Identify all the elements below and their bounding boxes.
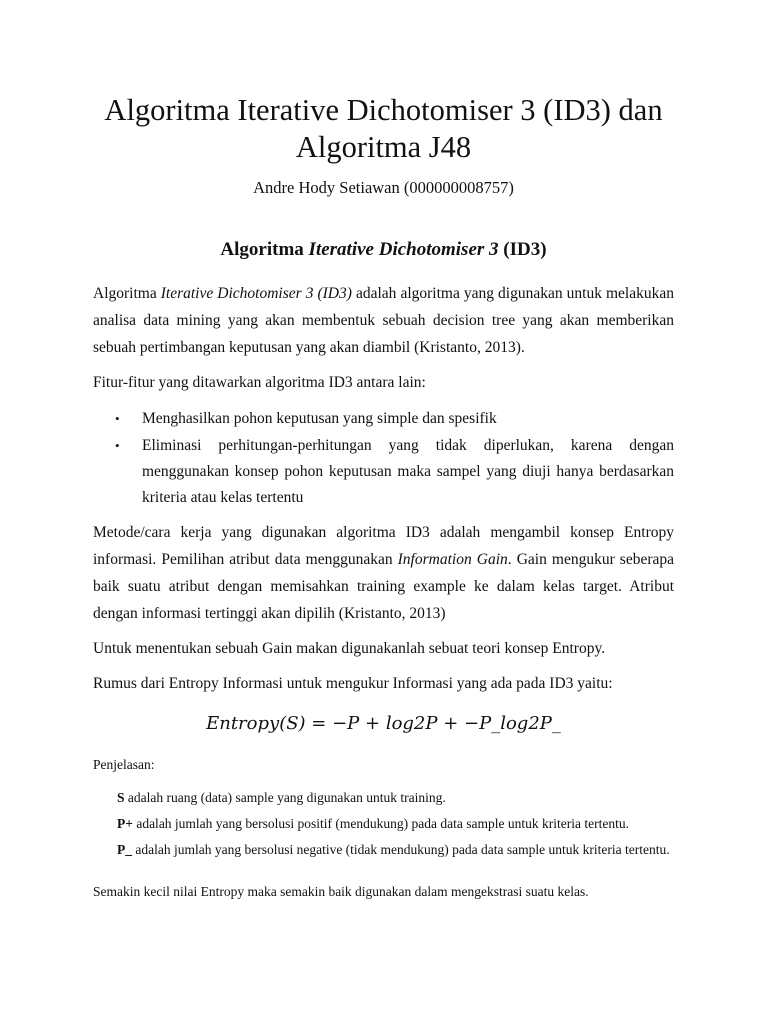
paragraph-text: Algoritma bbox=[93, 285, 161, 302]
explanation-heading: Penjelasan: bbox=[93, 757, 155, 772]
feature-list bbox=[93, 406, 674, 511]
paragraph-method bbox=[93, 519, 674, 627]
paragraph-conclusion: Semakin kecil nilai Entropy maka semakin baik digunakan dalam mengekstrasi suatu kelas. bbox=[93, 884, 589, 899]
definition-term: P_ bbox=[117, 842, 132, 857]
definition-item bbox=[117, 812, 674, 835]
section-heading-italic: Iterative Dichotomiser 3 bbox=[308, 239, 499, 260]
author-line: Andre Hody Setiawan (000000008757) bbox=[253, 178, 514, 197]
list-item-text: Menghasilkan pohon keputusan yang simple dan spesifik bbox=[142, 410, 497, 427]
paragraph-text: adalah algoritma yang digunakan untuk melakukan analisa data mining yang akan membentuk sebuah decision tree yang akan memberikan sebuah pertimbangan keputusan yang akan diambil (Kristanto, 2013). bbox=[93, 285, 674, 356]
paragraph-emphasis: Iterative Dichotomiser 3 (ID3) bbox=[160, 285, 352, 302]
definition-item bbox=[117, 838, 674, 861]
bullet-icon: • bbox=[115, 411, 120, 426]
paragraph-emphasis: Information Gain bbox=[397, 551, 508, 568]
definition-text: adalah ruang (data) sample yang digunakan untuk training. bbox=[124, 790, 446, 805]
section-heading bbox=[93, 238, 674, 262]
paragraph-text: Metode/cara kerja yang digunakan algoritma ID3 adalah mengambil konsep Entropy informasi. Pemilihan atribut data menggunakan bbox=[93, 524, 674, 568]
definition-term: S bbox=[117, 790, 125, 805]
definition-text: adalah jumlah yang bersolusi positif (mendukung) pada data sample untuk kriteria tertentu. bbox=[132, 816, 629, 831]
paragraph-features-intro: Fitur-fitur yang ditawarkan algoritma ID3 antara lain: bbox=[93, 374, 426, 391]
bullet-icon: • bbox=[115, 438, 120, 453]
list-item-text: Eliminasi perhitungan-perhitungan yang tidak diperlukan, karena dengan menggunakan konsep pohon keputusan maka sampel yang diuji hanya berdasarkan kriteria atau kelas tertentu bbox=[142, 437, 674, 506]
definition-term: P+ bbox=[117, 816, 133, 831]
definition-item bbox=[117, 786, 674, 809]
section-heading-suffix: (ID3) bbox=[498, 239, 547, 260]
paragraph-definition bbox=[93, 280, 674, 361]
paragraph-formula-intro: Rumus dari Entropy Informasi untuk mengukur Informasi yang ada pada ID3 yaitu: bbox=[93, 675, 613, 692]
list-item bbox=[93, 433, 674, 511]
list-item bbox=[93, 406, 674, 432]
paragraph-text: . Gain mengukur seberapa baik suatu atribut dengan memisahkan training example ke dalam kelas target. Atribut dengan informasi tertinggi akan dipilih (Kristanto, 2013) bbox=[93, 551, 674, 622]
section-heading-prefix: Algoritma bbox=[220, 239, 309, 260]
definition-text: adalah jumlah yang bersolusi negative (tidak mendukung) pada data sample untuk kriteria tertentu. bbox=[132, 842, 670, 857]
entropy-formula: Entropy(S) = −P + log2P + −P_log2P_ bbox=[206, 713, 561, 734]
document-title: Algoritma Iterative Dichotomiser 3 (ID3) dan Algoritma J48 bbox=[104, 93, 663, 164]
paragraph-gain: Untuk menentukan sebuah Gain makan digunakanlah sebuat teori konsep Entropy. bbox=[93, 640, 606, 657]
definition-list bbox=[117, 786, 674, 861]
